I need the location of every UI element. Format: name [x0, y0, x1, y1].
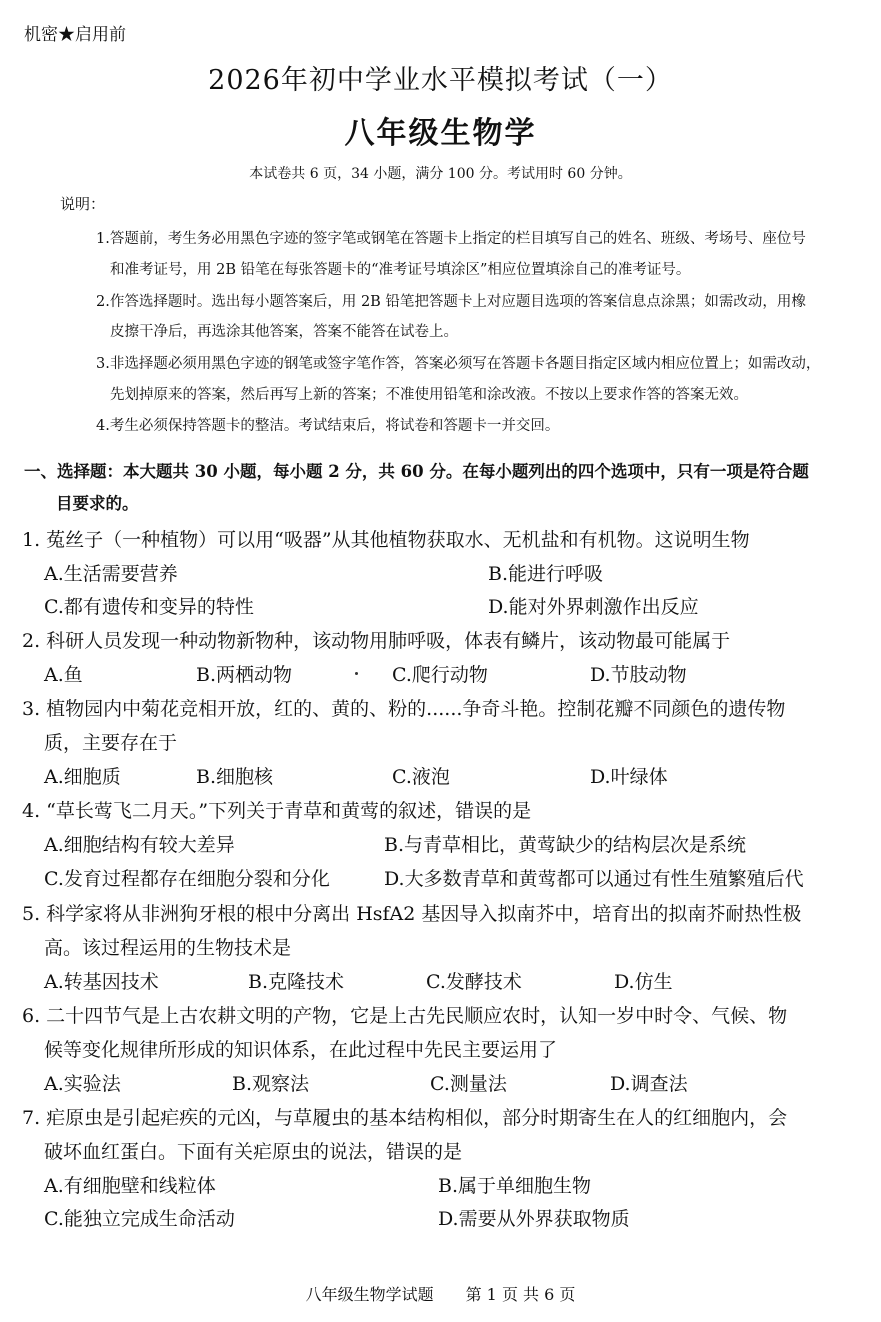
q5-option-b: B.克隆技术: [248, 971, 345, 993]
question-2-stem: 2. 科研人员发现一种动物新物种，该动物用肺呼吸，体表有鳞片，该动物最可能属于: [22, 630, 731, 652]
q7-option-d: D.需要从外界获取物质: [438, 1208, 630, 1230]
question-5-stem: 5. 科学家将从非洲狗牙根的根中分离出 HsfA2 基因导入拟南芥中，培育出的拟南芥耐热性极: [22, 903, 802, 925]
q6-option-a: A.实验法: [44, 1073, 121, 1095]
q1-option-d: D.能对外界刺激作出反应: [488, 596, 699, 618]
q4-option-a: A.细胞结构有较大差异: [44, 834, 235, 856]
q7-option-a: A.有细胞壁和线粒体: [44, 1175, 216, 1197]
note-line: 1.答题前，考生务必用黑色字迹的签字笔或钢笔在答题卡上指定的栏目填写自己的姓名、班级、考场号、座位号: [96, 231, 806, 247]
question-1-stem: 1. 菟丝子（一种植物）可以用“吸器”从其他植物获取水、无机盐和有机物。这说明生物: [22, 529, 750, 551]
q6-option-c: C.测量法: [430, 1073, 507, 1095]
q3-option-b: B.细胞核: [196, 766, 274, 788]
question-5-stem-cont: 高。该过程运用的生物技术是: [44, 937, 292, 959]
question-3-stem-cont: 质，主要存在于: [44, 732, 178, 754]
q7-option-c: C.能独立完成生命活动: [44, 1208, 235, 1230]
q3-option-a: A.细胞质: [44, 766, 121, 788]
notes-heading: 说明：: [60, 195, 106, 213]
stray-dot: [355, 672, 358, 675]
q1-option-c: C.都有遗传和变异的特性: [44, 596, 254, 618]
q5-option-d: D.仿生: [614, 971, 673, 993]
note-line: 和准考证号，用 2B 铅笔在每张答题卡的“准考证号填涂区”相应位置填涂自己的准考证号。: [110, 262, 691, 278]
page-footer: 八年级生物学试题 第 1 页 共 6 页: [305, 1285, 576, 1304]
note-line: 皮擦干净后，再选涂其他答案，答案不能答在试卷上。: [110, 324, 458, 340]
q4-option-c: C.发育过程都存在细胞分裂和分化: [44, 868, 330, 890]
q1-option-a: A.生活需要营养: [44, 563, 178, 585]
q2-option-d: D.节肢动物: [590, 664, 687, 686]
exam-subject: 八年级生物学: [344, 116, 537, 151]
q3-option-c: C.液泡: [392, 766, 450, 788]
note-line: 先划掉原来的答案，然后再写上新的答案；不准使用铅笔和涂改液。不按以上要求作答的答案无效。: [110, 387, 748, 403]
question-7-stem: 7. 疟原虫是引起疟疾的元凶，与草履虫的基本结构相似，部分时期寄生在人的红细胞内，会: [22, 1107, 788, 1129]
q4-option-b: B.与青草相比，黄莺缺少的结构层次是系统: [384, 834, 747, 856]
q5-option-c: C.发酵技术: [426, 971, 522, 993]
q1-option-b: B.能进行呼吸: [488, 563, 604, 585]
question-4-stem: 4. “草长莺飞二月天。”下列关于青草和黄莺的叙述，错误的是: [22, 800, 532, 822]
q7-option-b: B.属于单细胞生物: [438, 1175, 592, 1197]
q4-option-d: D.大多数青草和黄莺都可以通过有性生殖繁殖后代: [384, 868, 804, 890]
question-6-stem-cont: 候等变化规律所形成的知识体系，在此过程中先民主要运用了: [44, 1039, 558, 1061]
note-line: 4.考生必须保持答题卡的整洁。考试结束后，将试卷和答题卡一并交回。: [96, 418, 560, 434]
exam-title: 2026年初中学业水平模拟考试（一）: [208, 65, 673, 96]
q5-option-a: A.转基因技术: [44, 971, 159, 993]
note-line: 3.非选择题必须用黑色字迹的钢笔或签字笔作答，答案必须写在答题卡各题目指定区域内相应位置上；如需改动，: [96, 356, 821, 372]
section-heading-cont: 目要求的。: [56, 494, 139, 513]
q2-option-b: B.两栖动物: [196, 664, 293, 686]
question-7-stem-cont: 破坏血红蛋白。下面有关疟原虫的说法，错误的是: [44, 1141, 463, 1163]
q2-option-c: C.爬行动物: [392, 664, 488, 686]
q2-option-a: A.鱼: [44, 664, 83, 686]
question-6-stem: 6. 二十四节气是上古农耕文明的产物，它是上古先民顺应农时，认知一岁中时令、气候、物: [22, 1005, 788, 1027]
question-3-stem: 3. 植物园内中菊花竞相开放，红的、黄的、粉的......争奇斗艳。控制花瓣不同颜色的遗传物: [22, 698, 786, 720]
q6-option-d: D.调查法: [610, 1073, 688, 1095]
section-heading: 一、选择题：本大题共 30 小题，每小题 2 分，共 60 分。在每小题列出的四个选项中，只有一项是符合题: [24, 462, 809, 481]
confidential-mark: 机密★启用前: [24, 25, 126, 45]
note-line: 2.作答选择题时。选出每小题答案后，用 2B 铅笔把答题卡上对应题目选项的答案信息点涂黑；如需改动，用橡: [96, 294, 806, 310]
q6-option-b: B.观察法: [232, 1073, 310, 1095]
exam-info: 本试卷共 6 页，34 小题，满分 100 分。考试用时 60 分钟。: [249, 166, 632, 182]
q3-option-d: D.叶绿体: [590, 766, 668, 788]
